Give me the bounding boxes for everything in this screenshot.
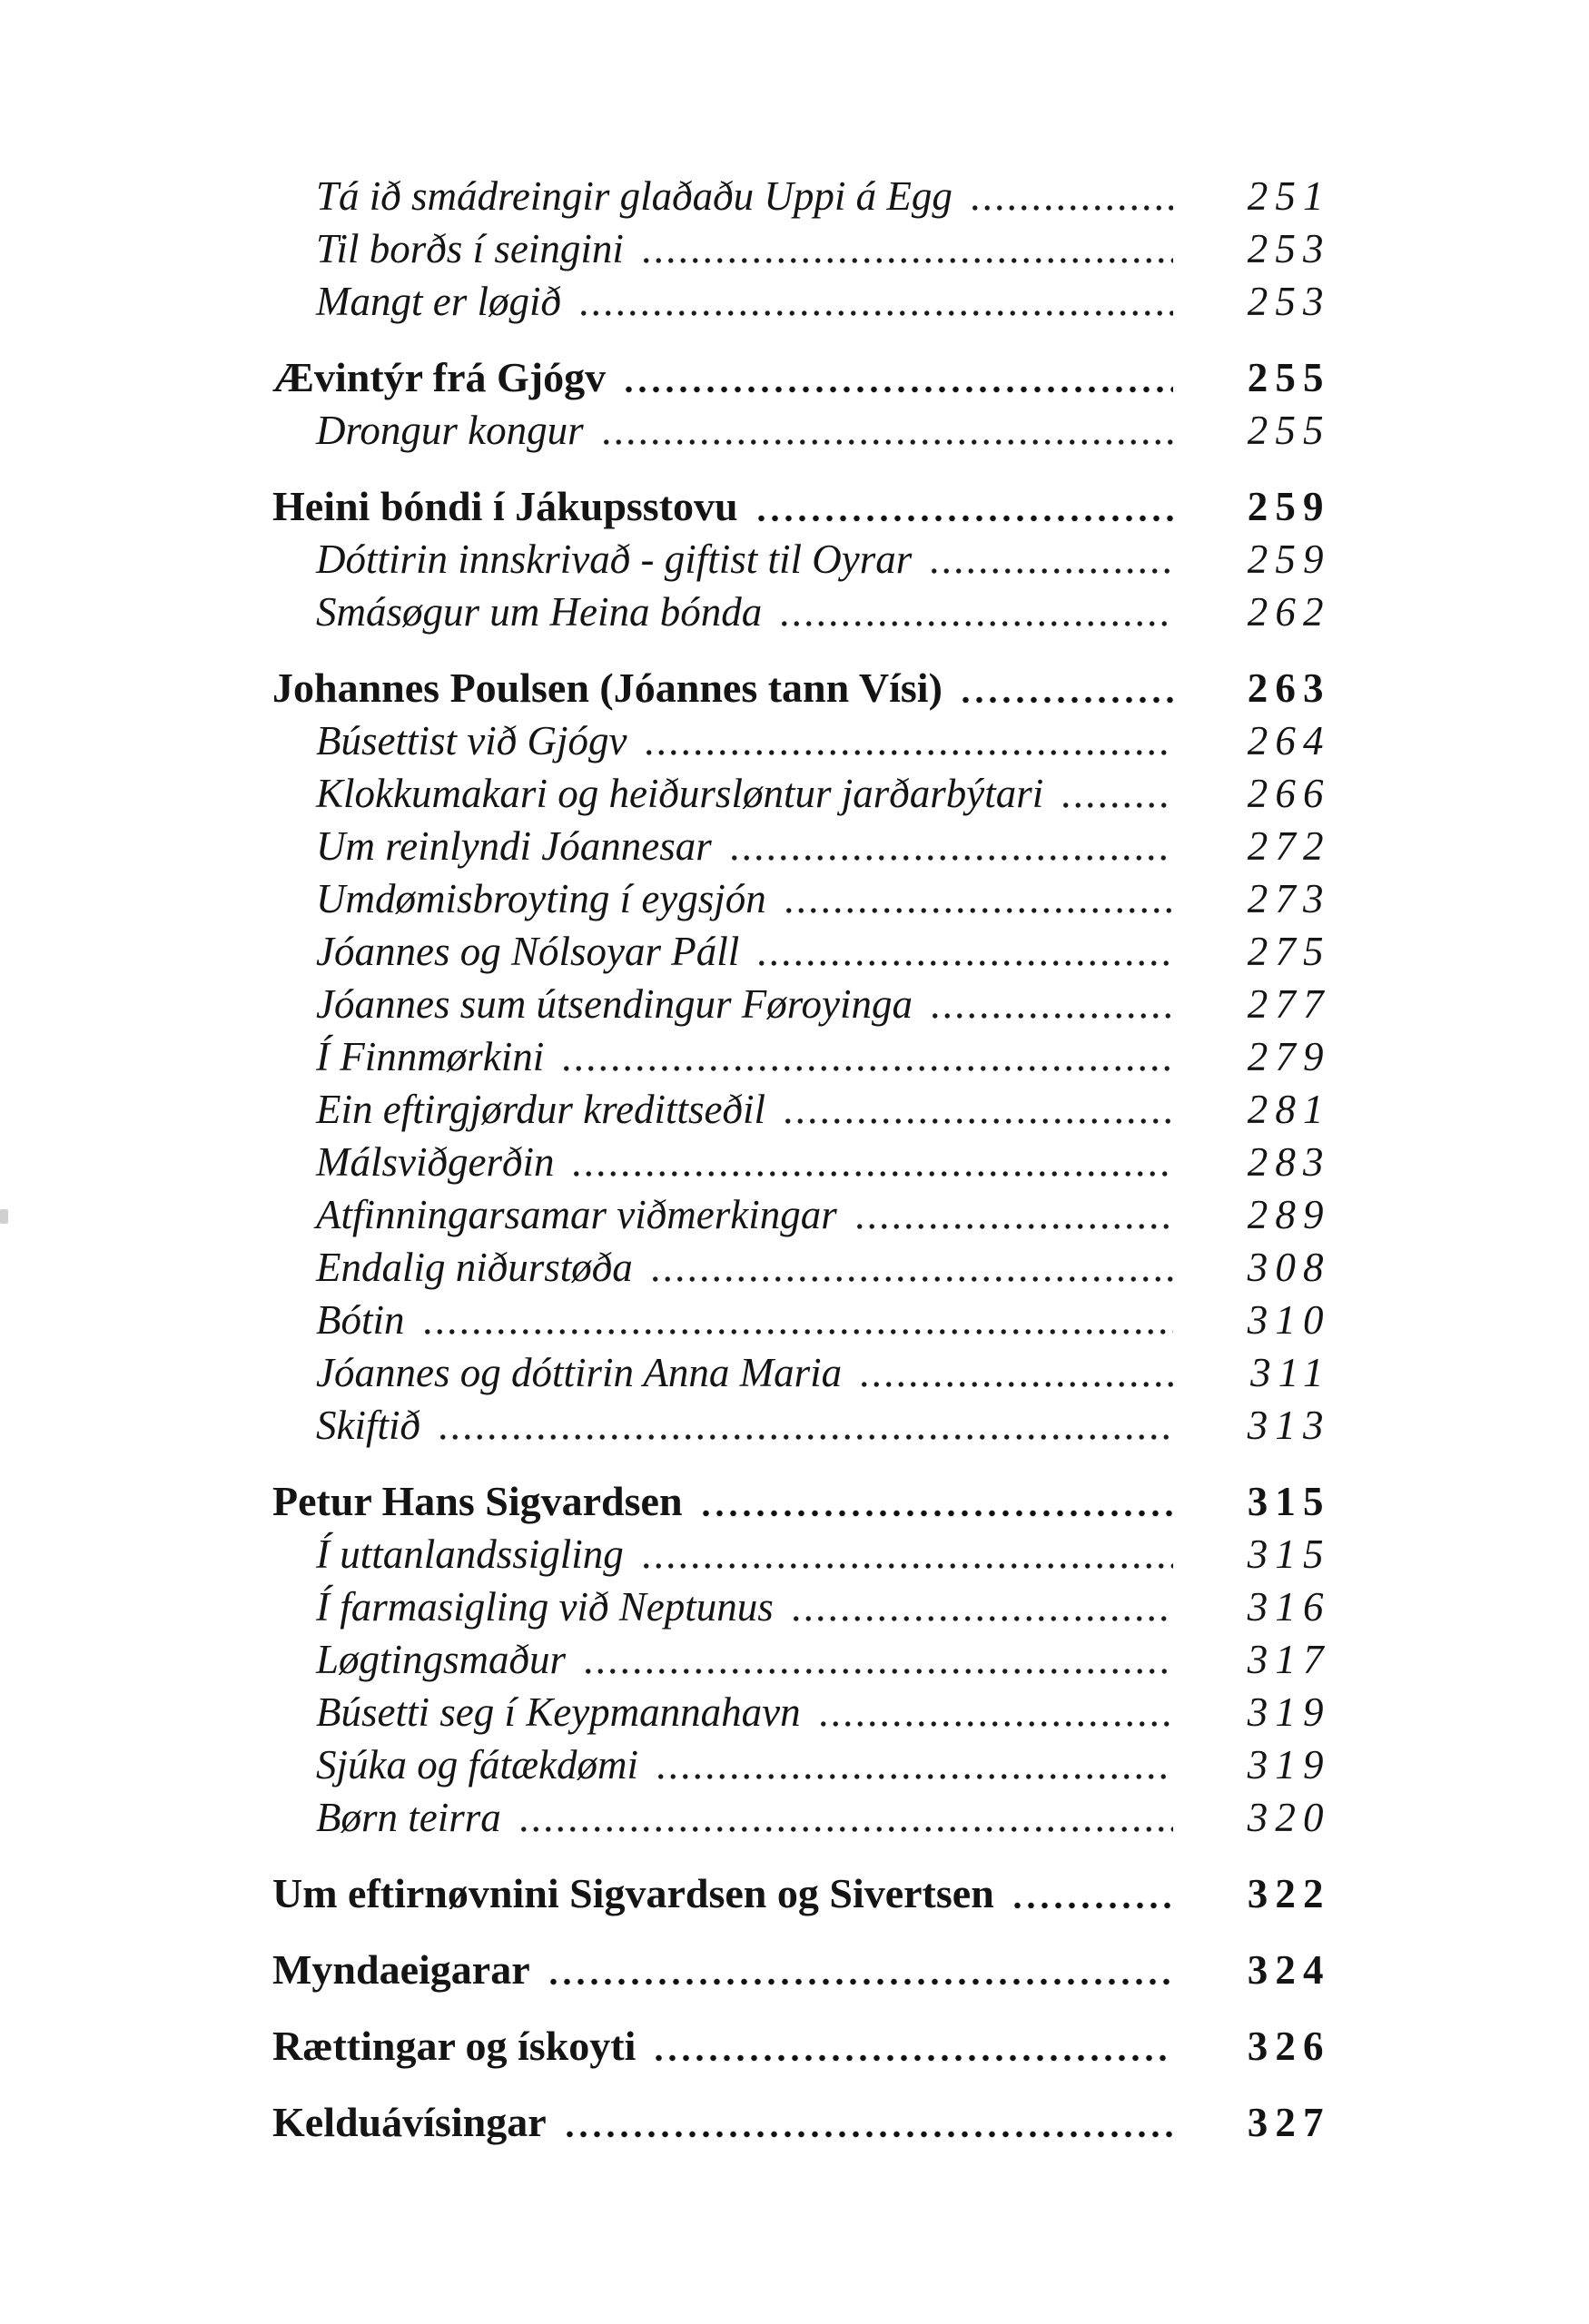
dot-leader xyxy=(858,1381,1172,1388)
toc-row xyxy=(272,1291,1331,1344)
toc-entry-title: Dóttirin innskrivað - giftist til Oyrar xyxy=(316,537,913,582)
toc-row xyxy=(272,272,1331,325)
toc-entry-title: Umdømisbroyting í eygsjón xyxy=(316,876,766,921)
toc-row xyxy=(272,659,1331,712)
toc-row xyxy=(272,764,1331,817)
toc-entry-title: Børn teirra xyxy=(316,1795,501,1840)
page-number: 315 xyxy=(1247,1479,1331,1524)
scan-artifact xyxy=(0,1209,8,1224)
dot-leader xyxy=(437,1433,1173,1441)
page-number: 322 xyxy=(1247,1871,1331,1916)
page-number: 308 xyxy=(1247,1245,1331,1290)
toc-entry-title: Um reinlyndi Jóannesar xyxy=(316,823,712,869)
page-number: 310 xyxy=(1247,1297,1331,1343)
dot-leader xyxy=(699,1510,1173,1517)
toc-entry-title: Jóannes sum útsendingur Føroyinga xyxy=(316,981,913,1027)
toc-entry-title: Ein eftirgjørdur kredittseðil xyxy=(316,1087,765,1132)
dot-leader xyxy=(755,515,1173,522)
toc-section-title: Heini bóndi í Jákupsstovu xyxy=(272,483,738,529)
toc-section-title: Rættingar og ískoyti xyxy=(272,2023,637,2069)
page-number: 255 xyxy=(1247,355,1331,400)
page-number: 266 xyxy=(1247,771,1331,816)
toc-section-title: Petur Hans Sigvardsen xyxy=(272,1478,683,1524)
toc-row xyxy=(272,1238,1331,1291)
page-number: 279 xyxy=(1247,1034,1331,1079)
toc-row xyxy=(272,1578,1331,1630)
dot-leader xyxy=(959,696,1173,704)
toc-row xyxy=(272,1133,1331,1186)
page-number: 320 xyxy=(1247,1795,1331,1840)
toc-row xyxy=(272,1080,1331,1133)
dot-leader xyxy=(928,567,1172,575)
toc-entry-title: Endalig niðurstøða xyxy=(316,1245,633,1290)
toc-entry-title: Bótin xyxy=(316,1297,405,1343)
dot-leader xyxy=(643,749,1172,756)
page-number: 311 xyxy=(1250,1350,1331,1395)
toc-entry-title: Drongur kongur xyxy=(316,408,584,453)
page-number: 283 xyxy=(1247,1139,1331,1185)
toc-entry-title: Í Finnmørkini xyxy=(316,1034,545,1079)
toc-row xyxy=(272,220,1331,272)
dot-leader xyxy=(728,854,1173,862)
toc-row xyxy=(272,1736,1331,1788)
toc-section-title: Um eftirnøvnini Sigvardsen og Sivertsen xyxy=(272,1870,994,1916)
page-number: 263 xyxy=(1247,665,1331,711)
toc-entry-title: Jóannes og Nólsoyar Páll xyxy=(316,929,740,974)
page-number: 317 xyxy=(1247,1637,1331,1682)
dot-leader xyxy=(969,204,1173,212)
page-number: 316 xyxy=(1247,1584,1331,1630)
page-number: 319 xyxy=(1247,1689,1331,1735)
toc-row xyxy=(272,2017,1331,2070)
toc-row xyxy=(272,530,1331,583)
toc-row xyxy=(272,1788,1331,1841)
toc-row xyxy=(272,1630,1331,1683)
toc-entry-title: Búsetti seg í Keypmannahavn xyxy=(316,1689,801,1735)
toc-row xyxy=(272,1683,1331,1736)
dot-leader xyxy=(790,1615,1173,1622)
dot-leader xyxy=(518,1826,1173,1833)
toc-entry-title: Í farmasigling við Neptunus xyxy=(316,1584,774,1630)
toc-row xyxy=(272,583,1331,635)
page-number: 255 xyxy=(1247,408,1331,453)
toc-row xyxy=(272,817,1331,870)
page-number: 327 xyxy=(1247,2100,1331,2145)
toc-entry-title: Málsviðgerðin xyxy=(316,1139,555,1185)
dot-leader xyxy=(755,960,1172,967)
toc-row xyxy=(272,167,1331,220)
page-number: 277 xyxy=(1247,981,1331,1027)
page-number: 326 xyxy=(1247,2024,1331,2069)
page-number: 253 xyxy=(1247,226,1331,271)
toc-entry-title: Atfinningarsamar viðmerkingar xyxy=(316,1192,837,1237)
toc-row xyxy=(272,922,1331,975)
toc-row xyxy=(272,401,1331,454)
dot-leader xyxy=(563,2131,1173,2138)
dot-leader xyxy=(783,907,1173,914)
page-number: 289 xyxy=(1247,1192,1331,1237)
dot-leader xyxy=(640,1562,1173,1570)
toc-row xyxy=(272,870,1331,922)
page-number: 275 xyxy=(1247,929,1331,974)
dot-leader xyxy=(655,1773,1173,1780)
toc-entry-title: Løgtingsmaður xyxy=(316,1637,567,1682)
dot-leader xyxy=(577,310,1173,317)
page-number: 313 xyxy=(1247,1403,1331,1448)
page-number: 319 xyxy=(1247,1742,1331,1787)
dot-leader xyxy=(547,1978,1173,1985)
toc-row xyxy=(272,1028,1331,1080)
toc-section-title: Myndaeigarar xyxy=(272,1946,530,1993)
page-number: 281 xyxy=(1247,1087,1331,1132)
dot-leader xyxy=(421,1328,1173,1335)
dot-leader xyxy=(652,2054,1172,2062)
dot-leader xyxy=(622,386,1172,393)
dot-leader xyxy=(1011,1902,1173,1909)
toc-entry-title: Til borðs í seingini xyxy=(316,226,624,271)
dot-leader xyxy=(649,1275,1173,1283)
toc-entry-title: Skiftið xyxy=(316,1403,420,1448)
dot-leader xyxy=(582,1668,1173,1675)
toc-section-title: Ævintýr frá Gjógv xyxy=(272,354,607,400)
dot-leader xyxy=(778,620,1172,627)
toc-entry-title: Tá ið smádreingir glaðaðu Uppi á Egg xyxy=(316,173,952,219)
toc-entry-title: Búsettist við Gjógv xyxy=(316,718,627,763)
toc-row xyxy=(272,1865,1331,1917)
toc-row xyxy=(272,1472,1331,1525)
dot-leader xyxy=(817,1720,1173,1728)
toc-section-title: Johannes Poulsen (Jóannes tann Vísi) xyxy=(272,665,943,711)
dot-leader xyxy=(570,1170,1172,1177)
toc-row xyxy=(272,712,1331,764)
page-number: 272 xyxy=(1247,823,1331,869)
toc-list xyxy=(272,167,1331,2146)
page-number: 273 xyxy=(1247,876,1331,921)
page-number: 264 xyxy=(1247,718,1331,763)
dot-leader xyxy=(600,438,1173,446)
toc-row xyxy=(272,349,1331,401)
toc-row xyxy=(272,1344,1331,1396)
toc-row xyxy=(272,1525,1331,1578)
dot-leader xyxy=(782,1118,1173,1125)
toc-row xyxy=(272,478,1331,530)
page-number: 315 xyxy=(1247,1531,1331,1577)
dot-leader xyxy=(929,1012,1173,1019)
page-number: 251 xyxy=(1247,173,1331,219)
toc-row xyxy=(272,1941,1331,1994)
dot-leader xyxy=(560,1065,1172,1072)
page-number: 253 xyxy=(1247,279,1331,324)
toc-entry-title: Mangt er løgið xyxy=(316,279,561,324)
page-number: 259 xyxy=(1247,537,1331,582)
toc-row xyxy=(272,2093,1331,2146)
toc-entry-title: Jóannes og dóttirin Anna Maria xyxy=(316,1350,843,1395)
toc-entry-title: Klokkumakari og heiðursløntur jarðarbýtari xyxy=(316,771,1044,816)
toc-entry-title: Í uttanlandssigling xyxy=(316,1531,624,1577)
toc-entry-title: Sjúka og fátækdømi xyxy=(316,1742,638,1787)
toc-entry-title: Smásøgur um Heina bónda xyxy=(316,589,763,635)
page-number: 259 xyxy=(1247,484,1331,529)
page-number: 324 xyxy=(1247,1947,1331,1993)
dot-leader xyxy=(854,1223,1173,1230)
toc-section-title: Kelduávísingar xyxy=(272,2099,547,2145)
page-number: 262 xyxy=(1247,589,1331,635)
toc-row xyxy=(272,1186,1331,1238)
dot-leader xyxy=(1060,802,1172,809)
toc-row xyxy=(272,975,1331,1028)
toc-row xyxy=(272,1396,1331,1449)
dot-leader xyxy=(640,257,1173,264)
